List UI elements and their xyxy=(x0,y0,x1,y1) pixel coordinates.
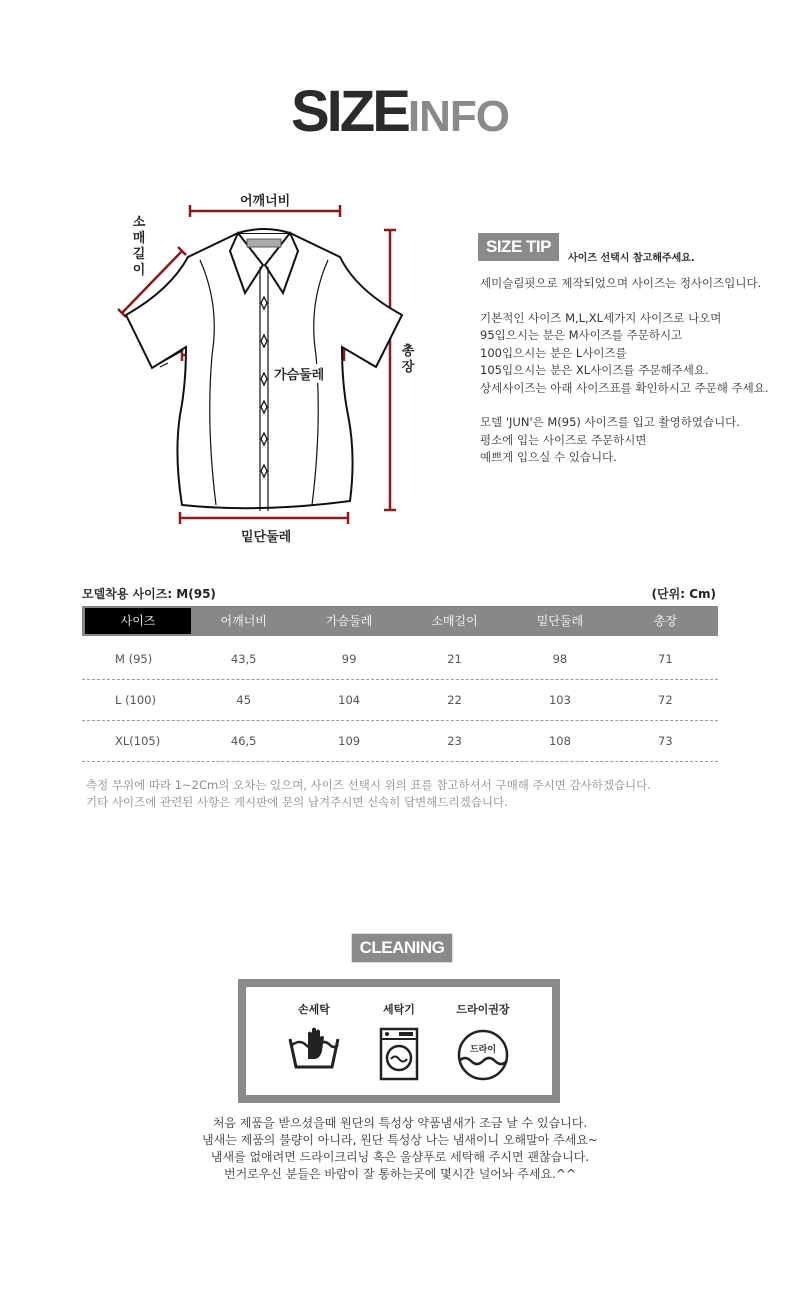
cleaning-line: 번거로우신 분들은 바람이 잘 통하는곳에 몇시간 널어놔 주세요.^^ xyxy=(223,1167,577,1181)
cleaning-badge: CLEANING xyxy=(351,933,453,963)
table-cell: 72 xyxy=(658,693,673,707)
tip-line: 예쁘게 입으실 수 있습니다. xyxy=(480,450,617,464)
title-info: INFO xyxy=(407,92,510,141)
title-size: SIZE xyxy=(290,79,408,144)
label-length: 총장 xyxy=(401,344,415,375)
tip-line: 기본적인 사이즈 M,L,XL세가지 사이즈로 나오며 xyxy=(480,310,722,325)
dry-clean-icon xyxy=(453,1025,513,1083)
size-tip-note: 사이즈 선택시 참고해주세요. xyxy=(568,253,695,264)
th-shoulder: 어깨너비 xyxy=(220,614,267,628)
tip-line: 평소에 입는 사이즈로 주문하시면 xyxy=(480,432,647,447)
cleaning-line: 냄새는 제품의 불량이 아니라, 원단 특성상 나는 냄새이니 오해말아 주세요~ xyxy=(202,1133,598,1147)
shirt-diagram xyxy=(110,185,430,555)
table-cell: 45 xyxy=(236,693,252,707)
size-tip-text xyxy=(480,275,800,467)
note-line: 기타 사이즈에 관련된 사항은 게시판에 문의 남겨주시면 신속히 답변해드리겠습니다. xyxy=(86,795,508,809)
tip-line: 105입으시는 분은 XL사이즈를 주문해주세요. xyxy=(480,363,709,377)
table-row xyxy=(82,680,718,721)
table-row xyxy=(82,639,718,680)
table-cell: 108 xyxy=(548,734,571,748)
size-info-title xyxy=(0,78,800,145)
label-sleeve: 소매길이 xyxy=(132,215,146,278)
label-chest: 가슴둘레 xyxy=(273,364,325,383)
table-cell: M (95) xyxy=(115,652,153,666)
tip-line: 세미슬림핏으로 제작되었으며 사이즈는 정사이즈입니다. xyxy=(480,276,762,290)
care-label: 드라이권장 xyxy=(456,1003,510,1016)
dry-clean-icon-text: 드라이 xyxy=(469,1045,497,1055)
th-sleeve: 소매길이 xyxy=(431,614,478,628)
table-header xyxy=(82,606,718,636)
cleaning-line: 냄새를 없애려면 드라이크리닝 혹은 울샴푸로 세탁해 주시면 괜찮습니다. xyxy=(210,1150,590,1164)
table-cell: 46,5 xyxy=(230,734,257,748)
care-label: 세탁기 xyxy=(383,1003,415,1016)
tip-line: 상세사이즈는 아래 사이즈표를 확인하시고 주문해 주세요. xyxy=(480,380,769,395)
table-cell: 43,5 xyxy=(230,652,257,666)
unit-label: (단위: Cm) xyxy=(651,587,716,601)
size-tip-badge: SIZE TIP xyxy=(478,233,559,261)
th-chest: 가슴둘레 xyxy=(325,614,373,628)
note-line: 측정 부위에 따라 1~2Cm의 오차는 있으며, 사이즈 선택시 위의 표를 참고하셔서 구매해 주시면 감사하겠습니다. xyxy=(86,778,651,792)
shirt-outline xyxy=(110,185,430,555)
care-dry-clean xyxy=(438,1001,528,1083)
cleaning-line: 처음 제품을 받으셨을때 원단의 특성상 약품냄새가 조금 날 수 있습니다. xyxy=(212,1116,588,1130)
table-cell: 71 xyxy=(658,652,673,666)
label-shoulder: 어깨너비 xyxy=(240,194,291,209)
washing-machine-icon xyxy=(369,1025,429,1085)
table-cell: XL(105) xyxy=(115,734,161,748)
hand-wash-icon xyxy=(284,1025,344,1075)
table-cell: 104 xyxy=(338,693,361,707)
table-cell: 99 xyxy=(341,652,357,666)
th-hem: 밑단둘레 xyxy=(536,614,584,628)
table-cell: 73 xyxy=(658,734,673,748)
tip-line: 모델 'JUN'은 M(95) 사이즈를 입고 촬영하였습니다. xyxy=(480,415,740,429)
table-cell: 23 xyxy=(447,734,462,748)
table-cell: 22 xyxy=(447,693,462,707)
table-row xyxy=(82,721,718,762)
cleaning-box xyxy=(238,979,560,1103)
cleaning-text xyxy=(0,1115,800,1183)
care-label: 손세탁 xyxy=(298,1003,330,1016)
th-length: 총장 xyxy=(653,614,677,628)
table-cell: L (100) xyxy=(115,693,156,707)
care-hand-wash xyxy=(269,1001,359,1075)
care-washing-machine xyxy=(354,1001,444,1085)
table-cell: 103 xyxy=(548,693,571,707)
table-notes xyxy=(86,777,651,811)
label-hem: 밑단둘레 xyxy=(241,530,292,545)
table-cell: 21 xyxy=(447,652,462,666)
model-size-label: 모델착용 사이즈: M(95) xyxy=(82,587,216,601)
table-cell: 109 xyxy=(338,734,361,748)
th-size: 사이즈 xyxy=(85,608,191,634)
table-cell: 98 xyxy=(552,652,568,666)
tip-line: 100입으시는 분은 L사이즈를 xyxy=(480,345,627,360)
tip-line: 95입으시는 분은 M사이즈를 주문하시고 xyxy=(480,328,683,342)
